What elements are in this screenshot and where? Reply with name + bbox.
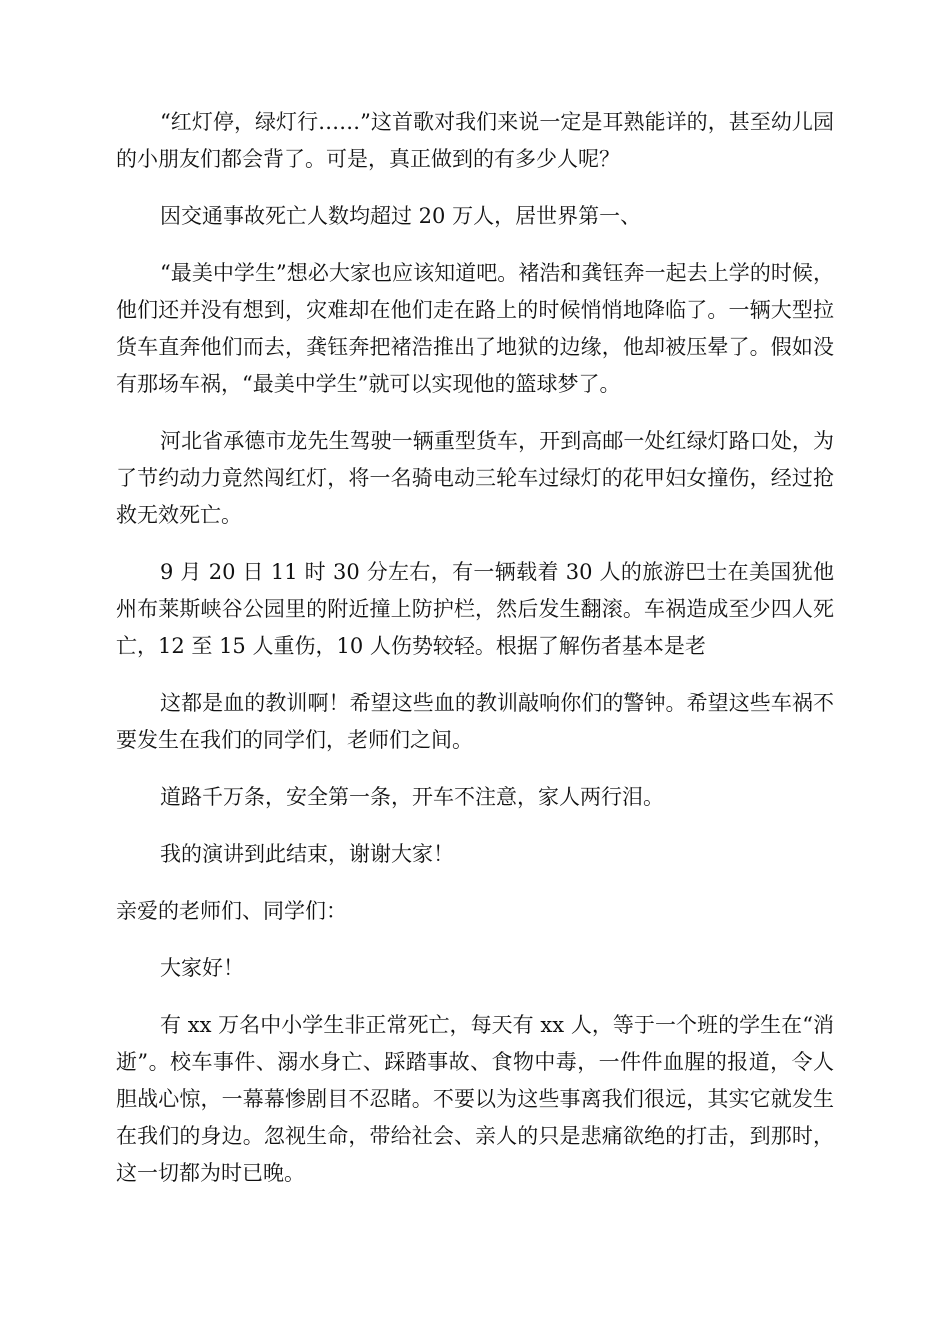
document-body xyxy=(116,104,834,1212)
paragraph-speech-end: 我的演讲到此结束，谢谢大家！ xyxy=(160,842,454,866)
paragraph-student-deaths: 有 xx 万名中小学生非正常死亡，每天有 xx 人，等于一个班的学生在“消逝”。校车事件、溺水身亡、踩踏事故、食物中毒，一件件血腥的报道，令人胆战心惊，一幕幕惨剧目不忍睹。不要以为这些事离我们很远，其实它就发生在我们的身边。忽视生命，带给社会、亲人的只是悲痛欲绝的打击，到那时，这一切都为时已晚。 xyxy=(116,1013,834,1185)
paragraph-death-statistics: 因交通事故死亡人数均超过 20 万人，居世界第一、 xyxy=(160,204,642,228)
paragraph-utah-bus-accident: 9 月 20 日 11 时 30 分左右，有一辆载着 30 人的旅游巴士在美国犹他州布莱斯峡谷公园里的附近撞上防护栏，然后发生翻滚。车祸造成至少四人死亡，12 至 15 人重伤，10 人伤势较轻。根据了解伤者基本是老 xyxy=(116,560,834,658)
paragraph-best-student: “最美中学生”想必大家也应该知道吧。褚浩和龚钰奔一起去上学的时候，他们还并没有想到，灾难却在他们走在路上的时候悄悄地降临了。一辆大型拉货车直奔他们而去，龚钰奔把褚浩推出了地狱的边缘，他却被压晕了。假如没有那场车祸，“最美中学生”就可以实现他的篮球梦了。 xyxy=(116,261,834,396)
paragraph-hebei-accident: 河北省承德市龙先生驾驶一辆重型货车，开到高邮一处红绿灯路口处，为了节约动力竟然闯红灯，将一名骑电动三轮车过绿灯的花甲妇女撞伤，经过抢救无效死亡。 xyxy=(116,429,834,527)
paragraph-greeting-salutation: 亲爱的老师们、同学们： xyxy=(116,899,347,923)
paragraph-traffic-song: “红灯停，绿灯行……”这首歌对我们来说一定是耳熟能详的，甚至幼儿园的小朋友们都会背了。可是，真正做到的有多少人呢？ xyxy=(116,110,834,171)
paragraph-hello: 大家好！ xyxy=(160,956,244,980)
paragraph-safety-slogan: 道路千万条，安全第一条，开车不注意，家人两行泪。 xyxy=(160,785,664,809)
paragraph-blood-lesson: 这都是血的教训啊！希望这些血的教训敲响你们的警钟。希望这些车祸不要发生在我们的同学们，老师们之间。 xyxy=(116,691,834,752)
